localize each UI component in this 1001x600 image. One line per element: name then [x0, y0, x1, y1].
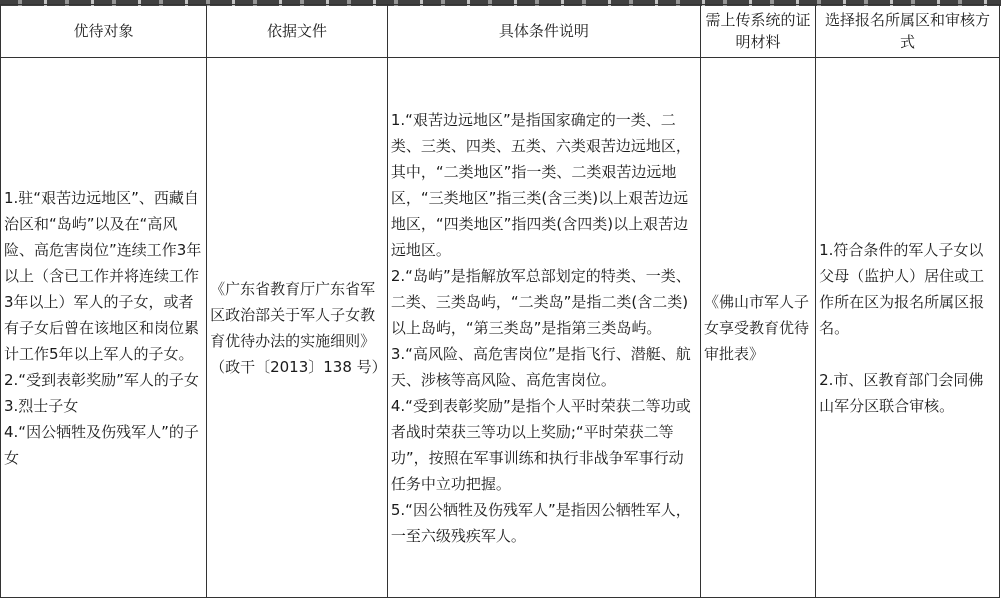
header-row	[1, 5, 1000, 58]
table-row	[1, 58, 1000, 598]
object-cell	[1, 58, 207, 598]
condition-item: 4.“受到表彰奖励”是指个人平时荣获二等功或者战时荣获三等功以上奖励;“平时荣获二等功”，按照在军事训练和执行非战争军事行动任务中立功把握。	[390, 396, 691, 493]
basis-cell: 《广东省教育厅广东省军区政治部关于军人子女教育优待办法的实施细则》（政干〔2013〕138 号）	[207, 58, 388, 598]
method-item: 1.符合条件的军人子女以父母（监护人）居住或工作所在区为报名所属区报名。	[819, 240, 985, 337]
condition-item: 5.“因公牺牲及伤残军人”是指因公牺牲军人，一至六级残疾军人。	[390, 500, 691, 545]
header-method: 选择报名所属区和审核方式	[816, 5, 1000, 58]
materials-cell: 《佛山市军人子女享受教育优待审批表》	[700, 58, 815, 598]
conditions-cell	[387, 58, 700, 598]
object-item: 4.“因公牺牲及伤残军人”的子女	[4, 422, 199, 467]
condition-item: 1.“艰苦边远地区”是指国家确定的一类、二类、三类、四类、五类、六类艰苦边远地区，其中，“二类地区”指一类、二类艰苦边远地区，“三类地区”指三类(含三类)以上艰苦边远地区，“四类地区”指四类(含四类)以上艰苦边远地区。	[390, 110, 691, 259]
method-cell	[816, 58, 1000, 598]
condition-item: 3.“高风险、高危害岗位”是指飞行、潜艇、航天、涉核等高风险、高危害岗位。	[390, 344, 691, 389]
object-item: 3.烈士子女	[4, 396, 79, 415]
object-item: 2.“受到表彰奖励”军人的子女	[4, 370, 199, 389]
military-children-preferential-table	[0, 4, 1000, 598]
method-item: 2.市、区教育部门会同佛山军分区联合审核。	[819, 370, 984, 415]
object-item: 1.驻“艰苦边远地区”、西藏自治区和“岛屿”以及在“高风险、高危害岗位”连续工作3年以上（含已工作并将连续工作3年以上）军人的子女，或者有子女后曾在该地区和岗位累计工作5年以上军人的子女。	[4, 188, 202, 363]
header-materials: 需上传系统的证明材料	[700, 5, 815, 58]
condition-item: 2.“岛屿”是指解放军总部划定的特类、一类、二类、三类岛屿，“二类岛”是指二类(含二类)以上岛屿，“第三类岛”是指第三类岛屿。	[390, 266, 691, 337]
header-basis: 依据文件	[207, 5, 388, 58]
header-object: 优待对象	[1, 5, 207, 58]
header-conditions: 具体条件说明	[387, 5, 700, 58]
